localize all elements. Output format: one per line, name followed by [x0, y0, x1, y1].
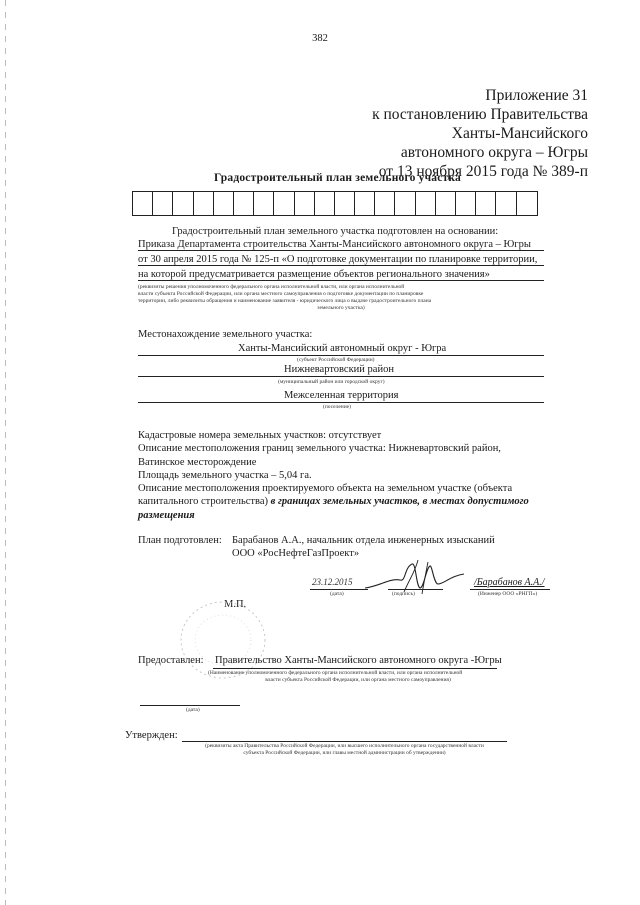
page-number: 382 [312, 33, 328, 44]
prepared-name: Барабанов А.А., начальник отдела инженерных изысканий [232, 535, 495, 546]
provided-note-1: (Наименование уполномоченного федерального органа исполнительной власти, или органа исполнительной [208, 670, 463, 676]
plan-number-grid [132, 191, 538, 216]
provided-note-2: власти субъекта Российской Федерации, или органа местного самоуправления) [265, 677, 451, 683]
location-district-note: (муниципальный район или городской округ) [278, 379, 385, 385]
provided-label: Предоставлен: [138, 655, 204, 666]
location-district: Нижневартовский район [284, 364, 394, 375]
object-description-2-italic: в границах земельных участков, в местах допустимого [268, 496, 529, 508]
signature-line [388, 589, 443, 590]
provided-date-line [140, 705, 240, 706]
prepared-sign-name-note: (Инженер ООО «РНГП») [478, 591, 538, 597]
boundary-description-1: Описание местоположения границ земельного участка: Нижневартовский район, [138, 443, 501, 455]
object-description-2-plain: капитального строительства) [138, 496, 268, 508]
approved-note-1: (реквизиты акта Правительства Российской Федерации, или высшего исполнительного органа государственной власти [205, 743, 484, 749]
date-line [310, 589, 368, 590]
provided-note [208, 670, 508, 684]
appendix-line-2: к постановлению Правительства [372, 106, 588, 123]
appendix-line-4: автономного округа – Югры [400, 144, 588, 161]
object-description-1: Описание местоположения проектируемого объекта на земельном участке (объекта [138, 483, 513, 495]
prepared-label: План подготовлен: [138, 535, 222, 546]
location-district-line [138, 376, 544, 377]
handwritten-signature [360, 558, 470, 598]
appendix-line-5: от 13 ноября 2015 года № 389-п [378, 163, 588, 180]
prepared-org: ООО «РосНефтеГазПроект» [232, 548, 360, 559]
appendix-line-3: Ханты-Мансийского [451, 125, 588, 142]
object-description-3: размещения [138, 509, 195, 521]
location-settlement-note: (поселение) [323, 404, 351, 410]
basis-line-3: на которой предусматривается размещение объектов регионального значения» [138, 269, 544, 281]
prepared-sign-note: (подпись) [392, 591, 415, 597]
location-label: Местонахождение земельного участка: [138, 329, 313, 340]
parcel-area: Площадь земельного участка – 5,04 га. [138, 469, 312, 481]
scan-edge [5, 0, 6, 905]
location-settlement-line [138, 402, 544, 403]
approved-note [182, 743, 507, 757]
approved-line [182, 741, 507, 742]
provided-value: Правительство Ханты-Мансийского автономного округа -Югры [215, 655, 502, 666]
sign-name-line [470, 589, 550, 590]
location-settlement: Межселенная территория [284, 390, 399, 401]
prepared-sign-name: /Барабанов А.А./ [474, 577, 545, 588]
document-title: Градостроительный план земельного участка [214, 172, 461, 184]
object-description-2 [138, 495, 529, 508]
parcel-details [138, 429, 529, 522]
location-subject: Ханты-Мансийский автономный округ - Югра [238, 343, 447, 354]
basis-note-1: (реквизиты решения уполномоченного федерального органа исполнительной власти, или органа исполнительной [138, 284, 405, 290]
seal-place-mp: М.П. [224, 599, 247, 610]
location-subject-note: (субъект Российской Федерации) [297, 357, 375, 363]
appendix-line-1: Приложение 31 [485, 87, 588, 104]
basis-note-2: власти субъекта Российской Федерации, или органа местного самоуправления о подготовке документации по планировке [138, 291, 424, 297]
approved-note-2: субъекта Российской Федерации, или главы местной администрации об утверждении) [243, 750, 446, 756]
basis-note-4: земельного участка) [317, 305, 365, 311]
prepared-date-note: (дата) [330, 591, 344, 597]
prepared-date: 23.12.2015 [312, 577, 353, 587]
location-subject-line [138, 355, 544, 356]
provided-line [213, 668, 497, 669]
basis-note-3: территории, либо реквизиты обращения и наименование заявителя - юридического лица о выдаче градостроительного плана [138, 298, 432, 304]
appendix-header [258, 86, 588, 181]
boundary-description-2: Ватинское месторождение [138, 456, 257, 468]
provided-date-note: (дата) [186, 707, 200, 713]
basis-line-2: от 30 апреля 2015 года № 125-п «О подготовке документации по планировке территории, [138, 254, 544, 266]
approved-label: Утвержден: [125, 730, 178, 741]
basis-intro: Градостроительный план земельного участка подготовлен на основании: [172, 226, 499, 237]
cadastral-numbers: Кадастровые номера земельных участков: отсутствует [138, 430, 382, 441]
basis-line-1: Приказа Департамента строительства Ханты-Мансийского автономного округа – Югры [138, 239, 544, 251]
basis-note [138, 284, 544, 312]
